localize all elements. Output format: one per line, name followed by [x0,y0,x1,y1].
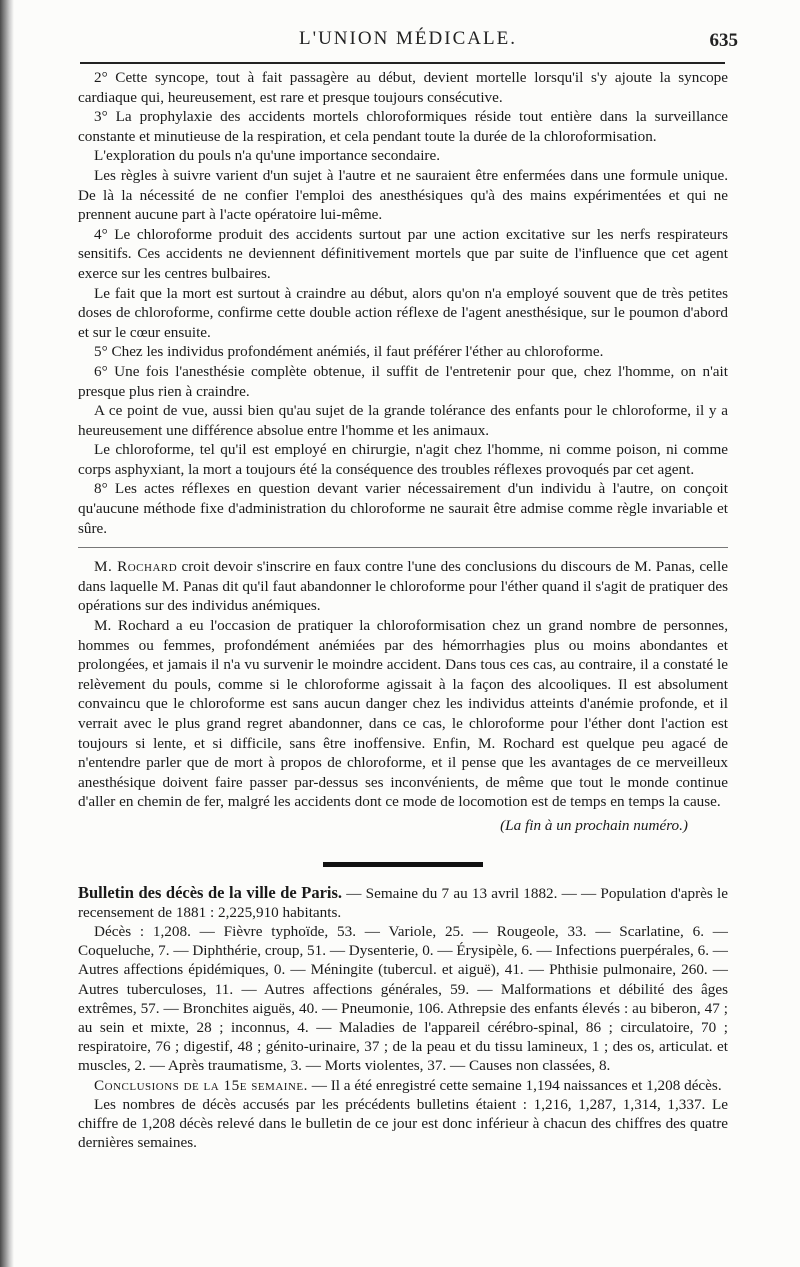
bulletin-deaths: Décès : 1,208. — Fièvre typhoïde, 53. — Variole, 25. — Rougeole, 33. — Scarlatine, 6. — Coqueluche, 7. — Diphthérie, croup, 51. — Dysenterie, 0. — Érysipèle, 6. — Infections puerpérales, 6. — Autres affections épidémiques, 0. — Méningite (tubercul. et aiguë), 41. — Phthisie pulmonaire, 260. — Autres tuberculoses, 11. — Autres affections générales, 59. — Malformations et débilité des âges extrêmes, 57. — Bronchites aiguës, 40. — Pneumonie, 106. Athrepsie des enfants élevés : au biberon, 47 ; au sein et mixte, 28 ; inconnus, 4. — Maladies de l'appareil cérébro-spinal, 86 ; circulatoire, 70 ; respiratoire, 76 ; digestif, 48 ; génito-urinaire, 37 ; de la peau et du tissu lamineux, 1 ; des os, articulat. et muscles, 2. — Après traumatisme, 3. — Morts violentes, 37. — Causes non classées, 8. [78,922,728,1075]
paragraph: Les règles à suivre varient d'un sujet à l'autre et ne sauraient être enfermées dans une formule unique. De là la nécessité de ne confier l'emploi des anesthésiques qu'à des mains expérimentées et qui ne prennent aucune part à l'acte opératoire lui-même. [78,166,728,224]
bulletin-intro: — Semaine du 7 au 13 avril 1882. — — Population d'après le recensement de 1881 : 2,225,910 habitants. [78,884,728,921]
speaker-name: M. Rochard [94,558,178,576]
header-rule [80,62,725,64]
paragraph: Le fait que la mort est surtout à craindre au début, alors qu'on n'a employé souvent que de très petites doses de chloroforme, confirme cette double action réflexe de l'agent anesthésique, sur le poumon d'abord et sur le cœur ensuite. [78,284,728,341]
conclusions-text: — Il a été enregistré cette semaine 1,194 naissances et 1,208 décès. [307,1076,722,1094]
page-number: 635 [709,30,738,51]
bulletin-title: Bulletin des décès de la ville de Paris. [78,882,343,902]
paragraph: A ce point de vue, aussi bien qu'au sujet de la grande tolérance des enfants pour le chloroforme, il y a heureusement une différence absolue entre l'homme et les animaux. [78,402,728,439]
paragraph: 6° Une fois l'anesthésie complète obtenue, il suffit de l'entretenir pour que, chez l'homme, on n'ait presque plus rien à craindre. [78,362,728,400]
bulletin-conclusions [78,1076,728,1095]
paragraph: 4° Le chloroforme produit des accidents surtout par une action excitative sur les nerfs respirateurs sensitifs. Ces accidents ne deviennent définitivement mortels que par suite de l'influence que cet agent exerce sur les centres bulbaires. [78,225,728,282]
article-body [78,68,728,1152]
rochard-paragraph-2: M. Rochard a eu l'occasion de pratiquer la chloroformisation chez un grand nombre de personnes, hommes ou femmes, profondément anémiées par des hémorrhagies plus ou moins abondantes et prolongées, et jamais il n'a vu survenir le moindre accident. Dans tous ces cas, au contraire, il a constaté le relèvement du pouls, comme si le chloroforme agissait à la façon des alcooliques. Il est absolument convaincu que le chloroforme est sans aucun danger chez les individus atteints d'anémie profonde, et il verrait avec le plus grand regret abandonner, dans ce cas, le chloroforme pour l'éther dont l'action est toujours si lente, et si difficile, sans être inoffensive. Enfin, M. Rochard est quelque peu agacé de n'entendre parler que de mort à propos de chloroforme, et il pense que les avantages de ce merveilleux anesthésique doivent faire passer par-dessus ses inconvénients, de même que tout le monde continue d'aller en chemin de fer, malgré les accidents dont ce mode de locomotion est de temps en temps la cause. [78,617,728,811]
paragraph: 3° La prophylaxie des accidents mortels chloroformiques réside tout entière dans la surveillance constante et minutieuse de la respiration, et cela pendant toute la durée de la chloroformisation. [78,108,728,145]
bulletin-final: Les nombres de décès accusés par les précédents bulletins étaient : 1,216, 1,287, 1,314, 1,337. Le chiffre de 1,208 décès relevé dans le bulletin de ce jour est donc inférieur à chacun des chiffres des quatre dernières semaines. [78,1095,728,1152]
conclusions-label: Conclusions de la 15e semaine. [94,1076,308,1094]
page-shadow-edge [0,0,14,1267]
running-header [78,28,738,58]
paragraph: 8° Les actes réflexes en question devant varier nécessairement d'un individu à l'autre, on conçoit qu'aucune méthode fixe d'administration du chloroforme ne saurait être admise comme règle invariable et sûre. [78,480,728,537]
journal-title: L'UNION MÉDICALE. [299,28,517,49]
bulletin-heading [78,883,728,922]
paragraph: L'exploration du pouls n'a qu'une importance secondaire. [94,147,441,165]
rochard-paragraph-1 [78,557,728,616]
rochard-text-1: croit devoir s'inscrire en faux contre l'une des conclusions du discours de M. Panas, celle dans laquelle M. Panas dit qu'il faut abandonner le chloroforme pour l'éther quand il s'agit de pratiquer des opérations sur des individus anémiques. [78,558,728,615]
section-separator [78,547,728,548]
death-bulletin [78,883,728,1153]
section-divider [323,862,483,867]
paragraph: Le chloroforme, tel qu'il est employé en chirurgie, n'agit chez l'homme, ni comme poison, ni comme corps asphyxiant, la mort a toujours été la conséquence des troubles réflexes provoqués par cet agent. [78,441,728,478]
paragraph: 2° Cette syncope, tout à fait passagère au début, devient mortelle lorsqu'il s'y ajoute la syncope cardiaque qui, heureusement, est rare et presque toujours consécutive. [78,69,728,106]
continuation-note: (La fin à un prochain numéro.) [500,816,688,834]
paragraph: 5° Chez les individus profondément anémiés, il faut préférer l'éther au chloroforme. [94,343,604,361]
